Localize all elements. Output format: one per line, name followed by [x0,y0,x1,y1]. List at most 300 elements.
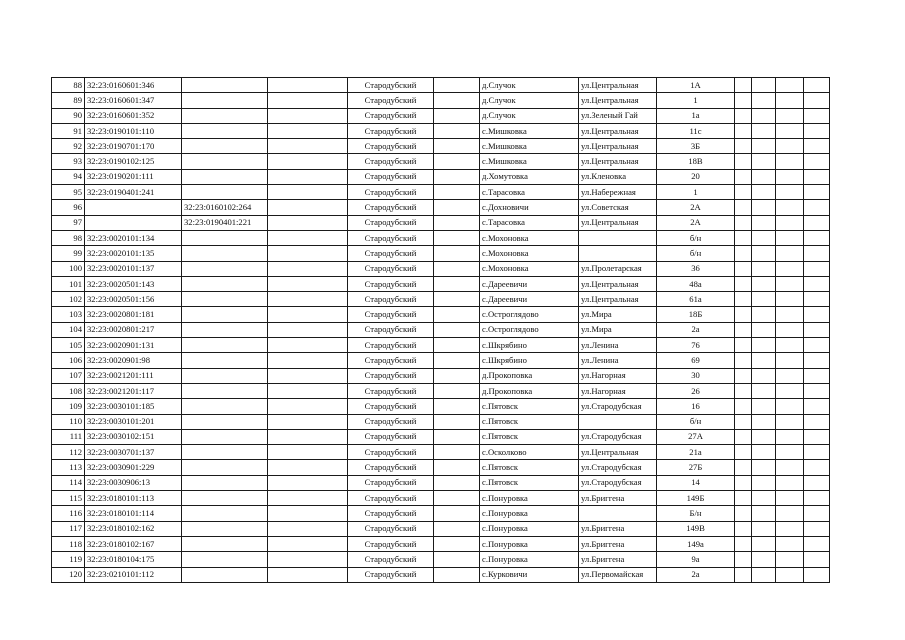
cadastral-number: 32:23:0020501:143 [85,276,182,291]
empty-cell [268,215,348,230]
alt-cadastral-number [182,169,268,184]
settlement-cell: с.Курковичи [480,567,579,582]
settlement-cell: с.Мишковка [480,154,579,169]
empty-cell [735,460,752,475]
settlement-cell: с.Мишковка [480,123,579,138]
empty-cell [434,414,480,429]
street-cell: ул.Центральная [579,154,657,169]
street-cell [579,414,657,429]
district-cell: Стародубский [348,261,434,276]
empty-cell [735,78,752,93]
table-row [52,552,830,567]
table-row [52,200,830,215]
empty-cell [804,292,830,307]
house-number-cell: 69 [657,353,735,368]
empty-cell [776,154,804,169]
district-cell: Стародубский [348,475,434,490]
house-number-cell: 2А [657,200,735,215]
empty-cell [735,185,752,200]
row-number: 116 [52,506,85,521]
empty-cell [434,429,480,444]
street-cell: ул.Пролетарская [579,261,657,276]
house-number-cell: 1 [657,93,735,108]
settlement-cell: с.Понуровка [480,491,579,506]
settlement-cell: с.Понуровка [480,521,579,536]
empty-cell [752,307,776,322]
street-cell [579,246,657,261]
empty-cell [776,399,804,414]
empty-cell [268,185,348,200]
empty-cell [735,475,752,490]
empty-cell [735,414,752,429]
empty-cell [434,230,480,245]
table-row [52,506,830,521]
cadastral-number: 32:23:0160601:346 [85,78,182,93]
street-cell [579,230,657,245]
street-cell: ул.Центральная [579,93,657,108]
settlement-cell: с.Осколково [480,445,579,460]
cadastral-number: 32:23:0190401:241 [85,185,182,200]
alt-cadastral-number [182,383,268,398]
house-number-cell: Б/н [657,506,735,521]
house-number-cell: 30 [657,368,735,383]
empty-cell [434,353,480,368]
cadastral-number: 32:23:0030901:229 [85,460,182,475]
empty-cell [776,292,804,307]
empty-cell [434,536,480,551]
empty-cell [434,491,480,506]
empty-cell [752,93,776,108]
cadastral-number: 32:23:0020901:131 [85,338,182,353]
empty-cell [735,154,752,169]
empty-cell [752,215,776,230]
empty-cell [752,460,776,475]
empty-cell [804,536,830,551]
empty-cell [434,169,480,184]
house-number-cell: 149а [657,536,735,551]
row-number: 99 [52,246,85,261]
house-number-cell: 21а [657,445,735,460]
house-number-cell: 36 [657,261,735,276]
row-number: 101 [52,276,85,291]
empty-cell [735,399,752,414]
empty-cell [804,460,830,475]
house-number-cell: 76 [657,338,735,353]
empty-cell [268,276,348,291]
empty-cell [804,368,830,383]
empty-cell [268,322,348,337]
table-row [52,322,830,337]
alt-cadastral-number [182,521,268,536]
empty-cell [776,78,804,93]
empty-cell [752,445,776,460]
empty-cell [804,154,830,169]
table-row [52,399,830,414]
table-row [52,276,830,291]
alt-cadastral-number [182,108,268,123]
settlement-cell: д.Случок [480,108,579,123]
street-cell: ул.Центральная [579,276,657,291]
cadastral-number: 32:23:0020801:181 [85,307,182,322]
row-number: 108 [52,383,85,398]
house-number-cell: 1 [657,185,735,200]
settlement-cell: с.Мишковка [480,139,579,154]
table-row [52,78,830,93]
table-row [52,521,830,536]
cadastral-number: 32:23:0020901:98 [85,353,182,368]
street-cell: ул.Мира [579,307,657,322]
empty-cell [804,322,830,337]
empty-cell [268,292,348,307]
table-row [52,93,830,108]
row-number: 106 [52,353,85,368]
row-number: 107 [52,368,85,383]
empty-cell [752,276,776,291]
empty-cell [804,200,830,215]
cadastral-number: 32:23:0020501:156 [85,292,182,307]
empty-cell [752,521,776,536]
alt-cadastral-number [182,368,268,383]
empty-cell [268,429,348,444]
district-cell: Стародубский [348,185,434,200]
alt-cadastral-number [182,276,268,291]
house-number-cell: 27А [657,429,735,444]
empty-cell [434,460,480,475]
empty-cell [752,169,776,184]
cadastral-number [85,215,182,230]
row-number: 114 [52,475,85,490]
empty-cell [804,261,830,276]
street-cell: ул.Бриггена [579,491,657,506]
district-cell: Стародубский [348,414,434,429]
settlement-cell: д.Прокоповка [480,368,579,383]
table-body [52,78,830,583]
empty-cell [776,383,804,398]
empty-cell [804,383,830,398]
alt-cadastral-number [182,338,268,353]
table-row [52,215,830,230]
district-cell: Стародубский [348,506,434,521]
street-cell: ул.Нагорная [579,368,657,383]
alt-cadastral-number [182,414,268,429]
empty-cell [752,78,776,93]
empty-cell [268,521,348,536]
street-cell: ул.Стародубская [579,399,657,414]
empty-cell [434,475,480,490]
cadastral-number: 32:23:0030906:13 [85,475,182,490]
district-cell: Стародубский [348,246,434,261]
settlement-cell: с.Понуровка [480,536,579,551]
alt-cadastral-number [182,139,268,154]
settlement-cell: д.Прокоповка [480,383,579,398]
cadastral-number [85,200,182,215]
empty-cell [735,292,752,307]
empty-cell [804,506,830,521]
district-cell: Стародубский [348,230,434,245]
empty-cell [776,491,804,506]
street-cell: ул.Центральная [579,445,657,460]
empty-cell [804,338,830,353]
row-number: 111 [52,429,85,444]
empty-cell [776,169,804,184]
table-row [52,460,830,475]
table-row [52,292,830,307]
alt-cadastral-number [182,399,268,414]
alt-cadastral-number [182,445,268,460]
empty-cell [735,445,752,460]
empty-cell [268,307,348,322]
settlement-cell: с.Остроглядово [480,307,579,322]
empty-cell [776,368,804,383]
empty-cell [752,246,776,261]
empty-cell [434,368,480,383]
settlement-cell: с.Мохоновка [480,246,579,261]
row-number: 89 [52,93,85,108]
settlement-cell: с.Шкрябино [480,338,579,353]
empty-cell [735,307,752,322]
empty-cell [776,460,804,475]
street-cell: ул.Центральная [579,292,657,307]
district-cell: Стародубский [348,93,434,108]
empty-cell [752,261,776,276]
empty-cell [735,521,752,536]
district-cell: Стародубский [348,567,434,582]
house-number-cell: 18Б [657,307,735,322]
settlement-cell: с.Понуровка [480,552,579,567]
empty-cell [268,460,348,475]
table-row [52,123,830,138]
empty-cell [434,307,480,322]
empty-cell [752,200,776,215]
street-cell: ул.Зеленый Гай [579,108,657,123]
district-cell: Стародубский [348,169,434,184]
settlement-cell: с.Дареевичи [480,276,579,291]
empty-cell [776,429,804,444]
table-row [52,567,830,582]
empty-cell [776,139,804,154]
cadastral-number: 32:23:0180102:162 [85,521,182,536]
row-number: 117 [52,521,85,536]
house-number-cell: 61а [657,292,735,307]
table-row [52,338,830,353]
district-cell: Стародубский [348,338,434,353]
empty-cell [735,169,752,184]
alt-cadastral-number [182,353,268,368]
alt-cadastral-number [182,536,268,551]
empty-cell [804,307,830,322]
empty-cell [776,261,804,276]
district-cell: Стародубский [348,215,434,230]
empty-cell [752,383,776,398]
empty-cell [434,399,480,414]
street-cell: ул.Нагорная [579,383,657,398]
cadastral-number: 32:23:0180101:114 [85,506,182,521]
district-cell: Стародубский [348,429,434,444]
alt-cadastral-number [182,123,268,138]
empty-cell [804,567,830,582]
settlement-cell: с.Пятовск [480,414,579,429]
empty-cell [804,246,830,261]
empty-cell [804,521,830,536]
empty-cell [776,338,804,353]
cadastral-number: 32:23:0180104:175 [85,552,182,567]
street-cell: ул.Мира [579,322,657,337]
street-cell [579,506,657,521]
empty-cell [434,383,480,398]
house-number-cell: 20 [657,169,735,184]
cadastral-number: 32:23:0190102:125 [85,154,182,169]
alt-cadastral-number [182,429,268,444]
district-cell: Стародубский [348,536,434,551]
empty-cell [735,261,752,276]
empty-cell [776,230,804,245]
district-cell: Стародубский [348,445,434,460]
empty-cell [735,322,752,337]
empty-cell [776,276,804,291]
table-row [52,383,830,398]
house-number-cell: 26 [657,383,735,398]
house-number-cell: б/н [657,414,735,429]
street-cell: ул.Ленина [579,353,657,368]
table-row [52,368,830,383]
district-cell: Стародубский [348,78,434,93]
empty-cell [735,215,752,230]
empty-cell [434,108,480,123]
empty-cell [434,261,480,276]
row-number: 95 [52,185,85,200]
settlement-cell: с.Мохоновка [480,230,579,245]
house-number-cell: б/н [657,246,735,261]
empty-cell [776,552,804,567]
alt-cadastral-number: 32:23:0160102:264 [182,200,268,215]
house-number-cell: 3Б [657,139,735,154]
street-cell: ул.Бриггена [579,521,657,536]
table-row [52,246,830,261]
empty-cell [804,78,830,93]
empty-cell [268,445,348,460]
empty-cell [735,139,752,154]
street-cell: ул.Бриггена [579,536,657,551]
table-row [52,353,830,368]
empty-cell [776,123,804,138]
empty-cell [434,322,480,337]
empty-cell [804,491,830,506]
empty-cell [268,353,348,368]
alt-cadastral-number [182,460,268,475]
empty-cell [434,78,480,93]
house-number-cell: 9а [657,552,735,567]
empty-cell [268,552,348,567]
row-number: 119 [52,552,85,567]
alt-cadastral-number [182,154,268,169]
empty-cell [752,154,776,169]
empty-cell [804,276,830,291]
street-cell: ул.Центральная [579,123,657,138]
empty-cell [434,246,480,261]
empty-cell [268,108,348,123]
empty-cell [434,93,480,108]
empty-cell [752,353,776,368]
empty-cell [776,536,804,551]
street-cell: ул.Бриггена [579,552,657,567]
settlement-cell: д.Хомутовка [480,169,579,184]
empty-cell [434,567,480,582]
street-cell: ул.Центральная [579,215,657,230]
cadastral-number: 32:23:0190201:111 [85,169,182,184]
empty-cell [268,567,348,582]
alt-cadastral-number [182,475,268,490]
settlement-cell: с.Дохновичи [480,200,579,215]
house-number-cell: 14 [657,475,735,490]
row-number: 120 [52,567,85,582]
empty-cell [434,445,480,460]
cadastral-number: 32:23:0180101:113 [85,491,182,506]
empty-cell [268,230,348,245]
row-number: 109 [52,399,85,414]
cadastral-number: 32:23:0190701:170 [85,139,182,154]
empty-cell [804,414,830,429]
row-number: 94 [52,169,85,184]
empty-cell [735,276,752,291]
empty-cell [268,491,348,506]
cadastral-number: 32:23:0160601:352 [85,108,182,123]
empty-cell [434,185,480,200]
house-number-cell: 27Б [657,460,735,475]
empty-cell [776,108,804,123]
street-cell: ул.Набережная [579,185,657,200]
empty-cell [434,139,480,154]
empty-cell [735,491,752,506]
district-cell: Стародубский [348,399,434,414]
house-number-cell: 2а [657,567,735,582]
empty-cell [752,123,776,138]
row-number: 100 [52,261,85,276]
cadastral-number: 32:23:0030101:185 [85,399,182,414]
district-cell: Стародубский [348,292,434,307]
house-number-cell: 149В [657,521,735,536]
empty-cell [776,322,804,337]
empty-cell [804,185,830,200]
empty-cell [735,200,752,215]
empty-cell [268,123,348,138]
table-row [52,108,830,123]
empty-cell [268,154,348,169]
empty-cell [752,338,776,353]
row-number: 118 [52,536,85,551]
empty-cell [735,246,752,261]
alt-cadastral-number [182,567,268,582]
house-number-cell: 1А [657,78,735,93]
alt-cadastral-number [182,185,268,200]
empty-cell [735,536,752,551]
table-row [52,475,830,490]
table-row [52,230,830,245]
row-number: 88 [52,78,85,93]
row-number: 112 [52,445,85,460]
empty-cell [752,552,776,567]
empty-cell [752,230,776,245]
empty-cell [804,169,830,184]
empty-cell [804,139,830,154]
alt-cadastral-number [182,307,268,322]
empty-cell [268,200,348,215]
district-cell: Стародубский [348,276,434,291]
cadastral-number: 32:23:0210101:112 [85,567,182,582]
empty-cell [804,353,830,368]
cadastral-number: 32:23:0030102:151 [85,429,182,444]
empty-cell [776,246,804,261]
empty-cell [735,338,752,353]
